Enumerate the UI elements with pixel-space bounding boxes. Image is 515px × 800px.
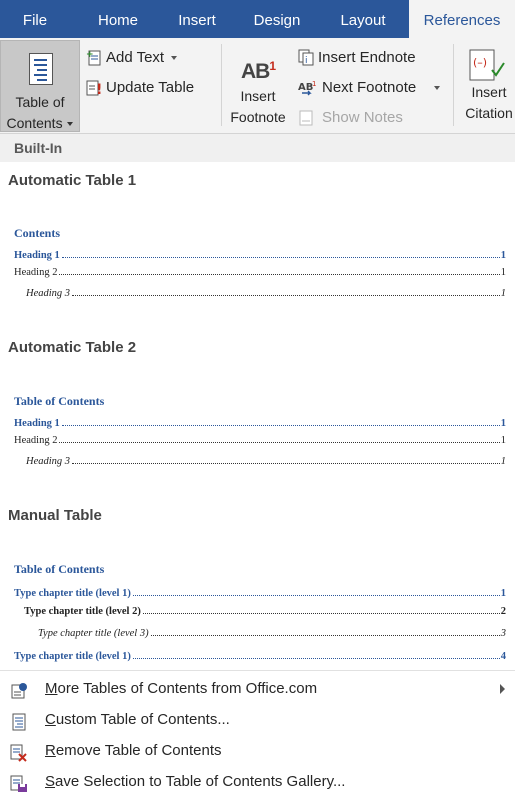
tab-file[interactable]: File — [22, 12, 48, 29]
chevron-down-icon[interactable] — [434, 86, 440, 90]
ribbon-tab-bar — [0, 0, 515, 38]
update-table-button[interactable] — [86, 76, 194, 100]
next-footnote-icon — [298, 79, 318, 97]
insert-footnote-icon: $AB^1$ — [240, 59, 276, 83]
menu-item-label: Custom Table of Contents... — [45, 711, 230, 728]
remove-toc-item[interactable] — [0, 735, 515, 766]
toc-preview-row: Type chapter title (level 3) 3 — [38, 628, 506, 639]
update-table-label: Update Table — [106, 79, 195, 96]
save-selection-icon — [10, 773, 28, 791]
menu-divider — [0, 670, 515, 671]
gallery-section-title: Automatic Table 1 — [8, 172, 137, 189]
next-footnote-button[interactable] — [298, 76, 440, 100]
tab-home[interactable]: Home — [97, 12, 138, 29]
chevron-down-icon — [171, 56, 177, 60]
more-tocs-office-com-item[interactable] — [0, 673, 515, 704]
update-table-icon — [86, 79, 102, 97]
toc-preview-row: Heading 1 1 — [14, 418, 506, 429]
svg-text:(–): (–) — [473, 56, 488, 69]
menu-item-label: Save Selection to Table of Contents Gallery... — [45, 773, 346, 790]
svg-text:!: ! — [96, 82, 102, 98]
table-of-contents-icon — [29, 53, 53, 85]
svg-text:+: + — [86, 50, 94, 61]
add-text-label: Add Text — [106, 49, 165, 66]
insert-citation-icon — [458, 48, 515, 82]
custom-toc-icon — [10, 711, 28, 729]
gallery-item-manual-table[interactable] — [0, 530, 515, 670]
toc-preview-heading: Table of Contents — [14, 562, 105, 576]
insert-citation-label-line1: Insert — [471, 84, 507, 100]
office-com-icon — [10, 680, 28, 698]
custom-toc-item[interactable] — [0, 704, 515, 735]
submenu-arrow-icon — [500, 684, 505, 694]
add-text-button[interactable] — [86, 46, 177, 70]
insert-citation-button[interactable] — [458, 48, 515, 130]
toc-preview-row: Heading 3 1 — [26, 456, 506, 467]
remove-toc-icon — [10, 742, 28, 760]
svg-text:i: i — [305, 56, 308, 67]
gallery-item-automatic-table-1[interactable] — [0, 194, 515, 304]
show-notes-label: Show Notes — [322, 109, 403, 126]
toc-preview-row: Type chapter title (level 2) 2 — [24, 606, 506, 617]
insert-endnote-label: Insert Endnote — [318, 49, 416, 66]
tab-layout[interactable]: Layout — [340, 12, 386, 29]
svg-text:1: 1 — [312, 80, 317, 89]
toc-preview-row: Type chapter title (level 1) 4 — [14, 651, 506, 662]
insert-endnote-icon — [298, 49, 314, 67]
tab-references[interactable]: References — [409, 0, 515, 38]
toc-preview-heading: Contents — [14, 226, 61, 240]
insert-footnote-button[interactable] — [224, 52, 292, 132]
menu-item-label: Remove Table of Contents — [45, 742, 222, 759]
tab-design[interactable]: Design — [253, 12, 301, 29]
toc-preview-row: Heading 2 1 — [14, 435, 506, 446]
toc-button-label-line2: Contents — [6, 115, 63, 131]
save-selection-to-gallery-item[interactable] — [0, 766, 515, 797]
show-notes-icon — [298, 109, 318, 127]
gallery-section-title: Manual Table — [8, 507, 102, 524]
insert-footnote-label-line1: Insert — [240, 88, 276, 104]
gallery-section-title: Automatic Table 2 — [8, 339, 137, 356]
show-notes-button[interactable] — [298, 106, 403, 130]
menu-item-label: More Tables of Contents from Office.com — [45, 680, 318, 697]
toc-preview-row: Heading 3 1 — [26, 288, 506, 299]
table-of-contents-button[interactable] — [0, 40, 80, 132]
gallery-category-header: Built-In — [0, 134, 515, 162]
toc-preview-heading: Table of Contents — [14, 394, 105, 408]
ribbon-references — [0, 38, 515, 134]
chevron-down-icon — [67, 122, 73, 126]
gallery-item-automatic-table-2[interactable] — [0, 362, 515, 472]
next-footnote-label: Next Footnote — [322, 79, 417, 96]
insert-footnote-label-line2: Footnote — [230, 109, 286, 125]
ribbon-separator — [453, 44, 454, 126]
add-text-icon — [86, 49, 102, 67]
tab-insert[interactable]: Insert — [178, 12, 216, 29]
toc-preview-row: Type chapter title (level 1) 1 — [14, 588, 506, 599]
toc-button-label-line1: Table of — [15, 94, 65, 110]
toc-preview-row: Heading 1 1 — [14, 250, 506, 261]
ribbon-separator — [221, 44, 222, 126]
toc-preview-row: Heading 2 1 — [14, 267, 506, 278]
insert-endnote-button[interactable] — [298, 46, 416, 70]
insert-citation-label-line2: Citation — [465, 105, 513, 121]
svg-text:AB: AB — [298, 82, 314, 94]
